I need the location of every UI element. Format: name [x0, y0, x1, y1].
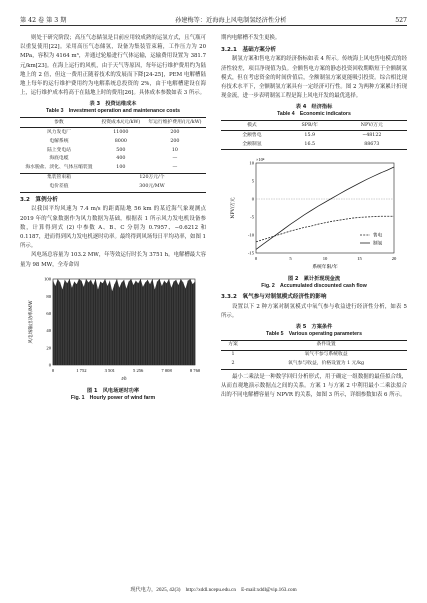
- y-tick-label: 10: [249, 160, 254, 166]
- y-tick-label: 60: [46, 310, 51, 316]
- y-axis-label: NPV/万元: [231, 197, 236, 219]
- table5-caption-en: Table 5 Various operating parameters: [266, 330, 362, 337]
- y-tick-label: -5: [250, 214, 254, 220]
- y-tick-label: 0: [251, 196, 254, 202]
- table-header: 模式: [247, 122, 257, 128]
- table-row: 陆上变电站 500 10: [46, 147, 178, 153]
- y-tick-label: 80: [46, 293, 51, 299]
- table3-caption: 表 3 投资运维成本: [89, 101, 137, 108]
- x-tick-label: 3 501: [104, 367, 115, 373]
- fig2-caption: 图 2 累计折现现金流: [287, 276, 341, 283]
- table-header: 年运行维护费用/(元/kW): [148, 119, 202, 125]
- fig2-cash-flow-chart: [224, 153, 404, 273]
- y-tick-label: -10: [247, 232, 254, 238]
- y-axis-label: 风电场输出功率/MW: [29, 300, 34, 344]
- table-row: 海底电缆 400 —: [49, 156, 178, 162]
- table-row: 电价差值 300元/MW: [20, 183, 206, 192]
- table-header: 方案: [228, 342, 238, 348]
- header-rule: [20, 25, 407, 26]
- paragraph: 最小二乘法是一种数学回归分析形式，用于确定一组数据的最佳拟合线，从而直观地演示数据点之间的关系。方案 1 与方案 2 中利用最小二乘法拟合出的不同电解槽容量与 NPVR 的关系，如图 3 所示，详细参数如表 6 所示。: [221, 373, 407, 399]
- x-tick-label: 8 760: [189, 367, 201, 373]
- paragraph: 制氢方案和售电方案的经济指标如表 4 所示。传统海上风电售电模式的经济性较差，项目净现值为负。全额售电方案的静态投资回收期略短于全额制氢模式，但在考虑资金的时间价值后，全额制氢方案更能吸引投资。综合相比现有技术水平下，全额制氢方案具有一定经济可行性。图 2 为两种方案累计折现现金流，进一步表明制氢工程是海上风电开发的最优选择。: [221, 56, 407, 100]
- table-row: 2 氧气参与收益，价格设置为 1 元/kg: [221, 360, 407, 369]
- x-axis-label: 系统年限/年: [312, 265, 338, 271]
- table-header: 投资成本/(元/kW): [101, 119, 141, 125]
- section-heading: 3.2 算例分析: [20, 197, 58, 204]
- table3: [20, 117, 206, 193]
- y-tick-label: 20: [46, 345, 51, 351]
- x-tick-label: 7 008: [161, 367, 172, 373]
- table-header: 参数: [54, 119, 64, 125]
- paragraph: 则处于研究阶段；高压气态储氢是目前应用较成熟的运氢方式，且气瓶可以重复使用[22]。采用高压气态储氢，设备为集装管束箱，工作压力为 20 MPa，容积为 4164 m³，并通过轮船进行气体运输，运输费用设置为 381.7 元/km[23]。在海上运行的风机，由于天气等原因，每年运行维护费用约为陆地上的 2 倍，但这一费用正随着技术的发展而下降[24-25]，PEM 电解槽陆地上每年的运行维护费用约为电解系统总投资的 2%，由于电解槽建设在海上，运行维护成本将高于在陆地上时的费用[26]。具体成本参数如表 3 所示。: [20, 35, 206, 97]
- x-tick-label: 0: [51, 367, 55, 373]
- legend-label: 售电: [373, 233, 383, 239]
- paragraph: 风电场总容量为 103.2 MW，年等效运行时长为 3751 h。电解槽最大容量为 98 MW，全寿命周: [20, 252, 206, 268]
- y-tick-label: -15: [247, 250, 254, 256]
- x-tick-label: 1 752: [76, 367, 87, 373]
- paragraph: 设置以下 2 种方案对制氢模式中氧气参与收益进行经济性分析，如表 5 所示。: [221, 303, 407, 319]
- table-row: 1 氧气不参与系统收益: [231, 352, 348, 358]
- y-tick-label: 0: [48, 362, 51, 368]
- table-row: 海水脱盐、淡化、气体压缩装置 100 —: [25, 165, 178, 171]
- fig1-caption-en: Fig. 1 Hourly power of wind farm: [70, 394, 156, 401]
- x-tick-label: 10: [322, 256, 328, 262]
- section-heading: 3.3.2 氧气参与对制氢模式经济性的影响: [221, 294, 327, 301]
- table-header: SPB/年: [301, 122, 318, 128]
- table-header: 条件设置: [316, 342, 336, 348]
- page-footer: 现代电力，2025, 42(3) http://xddl.ncepu.edu.cn E-mail:xddl@vip.163.com: [130, 587, 297, 593]
- table4-caption: 表 4 经济指标: [295, 104, 333, 111]
- x-tick-label: 5 256: [133, 367, 144, 373]
- x-tick-label: 20: [391, 256, 397, 262]
- paragraph: 以我国平均风速为 7.4 m/s 的距离陆地 56 km 的某近海气象观测点 2019 年的气象数据作为风力数据为基础，根据表 1 所示风力发电机设备参数，计算得到式 (2) 中参数 A、B、C 分别为 0.7957、−0.6212 和 0.1187，进而得到风力发电机逐时功率。最终得到风场每日平均功率，如图 1 所示。: [20, 206, 206, 250]
- table5-caption: 表 5 方案条件: [295, 323, 333, 330]
- y-tick-label: 100: [44, 276, 51, 282]
- x-tick-label: 0: [254, 256, 258, 262]
- journal-issue: 第 42 卷 第 3 期: [20, 17, 67, 24]
- table-row: 集装管束箱 120万元/个: [20, 174, 206, 183]
- table-row: 全额售电 15.9 −48122: [242, 132, 382, 138]
- x-axis-label: t/h: [121, 376, 127, 382]
- legend-label: 制氢: [373, 241, 383, 247]
- table-row: 电解系统 8000 200: [49, 138, 180, 144]
- running-title: 孙建梅等：近海海上风电制氢经济性分析: [175, 17, 287, 24]
- y-tick-label: 5: [251, 178, 254, 184]
- page-header: [20, 12, 407, 24]
- page-number: 527: [395, 17, 407, 24]
- y-tick-label: 40: [46, 327, 51, 333]
- table5: [221, 340, 407, 370]
- fig1-wind-power-chart: [23, 273, 203, 385]
- right-column: [221, 34, 407, 400]
- table4: [221, 120, 407, 150]
- table3-caption-en: Table 3 Investment operation and maintenance costs: [46, 108, 180, 115]
- section-heading: 3.2.1 基础方案分析: [221, 47, 277, 54]
- table-header: NPV/万元: [360, 122, 383, 128]
- table-row: 全额制氢 16.5 88673: [221, 140, 407, 149]
- paragraph: 期内电解槽不发生更换。: [221, 35, 281, 41]
- y-axis-unit: ×10⁴: [256, 157, 265, 163]
- fig1-caption: 图 1 风电场逐时功率: [86, 387, 140, 394]
- x-tick-label: 15: [357, 256, 362, 262]
- left-column: [20, 34, 206, 402]
- table4-caption-en: Table 4 Economic indicators: [277, 111, 351, 118]
- x-tick-label: 5: [289, 256, 292, 262]
- fig2-caption-en: Fig. 2 Accumulated discounted cash flow: [261, 283, 367, 290]
- table-row: 风力发电厂 11000 200: [46, 129, 180, 135]
